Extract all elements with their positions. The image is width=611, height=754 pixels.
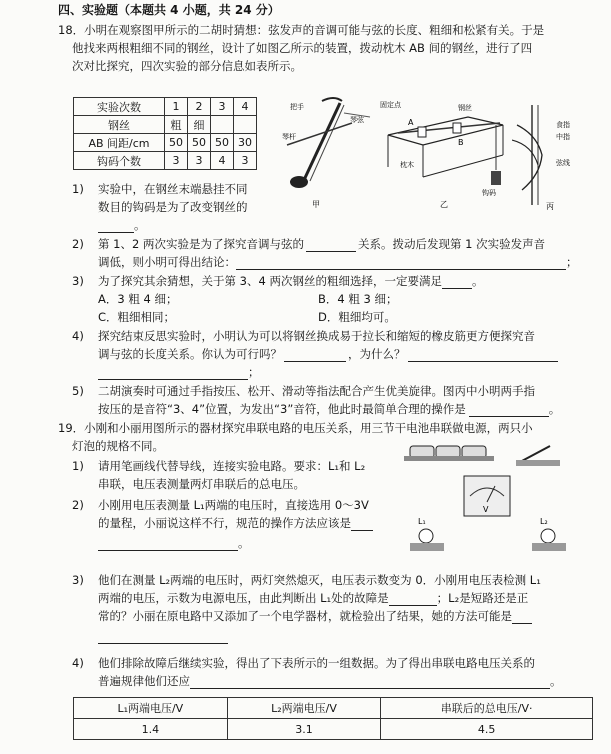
q18-p4-line1: 探究结束反思实验时，小明认为可以将钢丝换成易于拉长和缩短的橡皮筋更方便探究音 <box>98 329 535 343</box>
marker-2: 2) <box>72 498 84 512</box>
answer-blank[interactable] <box>512 611 532 624</box>
table-cell: 3 <box>211 98 234 116</box>
table-row <box>74 152 257 170</box>
label-zhenmu: 枕木 <box>400 161 414 169</box>
q18-p3-line1: 为了探究其余猜想，关于第 3、4 两次钢丝的粗细选择，一定要满足 。 <box>98 274 484 288</box>
label-a: A <box>408 118 414 127</box>
answer-blank[interactable] <box>351 518 373 531</box>
label-gangsi: 钢丝 <box>458 104 472 112</box>
q19-stem-line1: 19．小刚和小丽用图所示的器材探究串联电路的电压关系，用三节干电池串联做电源，两只小 <box>58 421 533 435</box>
answer-blank[interactable] <box>98 538 238 551</box>
q19-p1-line1: 请用笔画线代替导线，连接实验电路。要求：L₁和 L₂ <box>98 459 366 473</box>
label-xianxian: 弦线 <box>556 159 570 167</box>
label-qinxian: 琴弦 <box>350 116 364 124</box>
bulb-l1-icon <box>419 529 433 543</box>
q18-p2-line1: 第 1、2 两次实验是为了探究音调与弦的 关系。拨动后发现第 1 次实验发声音 <box>98 237 546 251</box>
table-cell: 钩码个数 <box>74 152 165 170</box>
answer-blank[interactable] <box>389 593 437 606</box>
label-l1: L₁ <box>418 517 426 526</box>
answer-blank[interactable] <box>98 220 134 233</box>
table-cell: 1 <box>165 98 188 116</box>
q19-stem-line2: 灯泡的规格不同。 <box>72 439 164 453</box>
table-cell: 细 <box>188 116 211 134</box>
q19-p3-line4 <box>98 628 228 644</box>
answer-blank[interactable] <box>306 239 356 252</box>
answer-blank[interactable] <box>442 276 472 289</box>
table-cell: 50 <box>211 134 234 152</box>
q19-voltage-table <box>73 697 593 740</box>
table-cell: 4.5 <box>381 719 593 740</box>
label-bing: 丙 <box>546 202 554 211</box>
option-a[interactable]: A．3 粗 4 细； <box>98 292 178 306</box>
q19-p3-line3: 常的？小丽在原电路中又添加了一个电学器材，就检验出了结果，她的方法可能是 <box>98 608 532 624</box>
q18-p1-line1: 实验中，在钢丝末端悬挂不同 <box>98 182 248 196</box>
marker-1: 1) <box>72 182 84 196</box>
circuit-figure <box>400 440 580 560</box>
table-cell: 钢丝 <box>74 116 165 134</box>
label-jia: 甲 <box>312 200 320 209</box>
table-header-cell: L₂两端电压/V <box>227 698 381 719</box>
table-cell: 4 <box>234 98 257 116</box>
marker-5: 5) <box>72 384 84 398</box>
table-row <box>74 98 257 116</box>
section-title: 四、实验题（本题共 4 小题，共 24 分） <box>58 3 280 17</box>
label-zhongzhi: 中指 <box>556 133 570 141</box>
q18-p5-line2: 按压的是音符“3、4”位置，为发出“3”音符，他此时最简单合理的操作是 。 <box>98 402 561 416</box>
q18-p4-line3: ； <box>98 364 260 380</box>
q18-data-table <box>73 97 257 170</box>
q18-stem-line2: 他找来两根粗细不同的钢丝，设计了如图乙所示的装置，拨动枕木 AB 间的钢丝，进行了四 <box>72 41 533 55</box>
table-cell: AB 间距/cm <box>74 134 165 152</box>
answer-blank[interactable] <box>98 631 228 644</box>
option-b[interactable]: B．4 粗 3 细； <box>318 292 398 306</box>
marker-4: 4) <box>72 656 84 670</box>
q18-p5-line1: 二胡演奏时可通过手指按压、松开、滑动等指法配合产生优美旋律。图丙中小明两手指 <box>98 384 535 398</box>
label-qingan: 琴杆 <box>282 133 296 141</box>
table-header-cell: 串联后的总电压/V· <box>381 698 593 719</box>
answer-blank[interactable] <box>190 676 550 689</box>
table-cell: 1.4 <box>74 719 228 740</box>
q18-p2-line2: 调低，则小明可得出结论： ； <box>98 255 578 269</box>
label-gouma: 钩码 <box>482 189 496 197</box>
option-d[interactable]: D．粗细均可。 <box>318 310 396 324</box>
table-cell: 3 <box>165 152 188 170</box>
q19-p2-line1: 小刚用电压表测量 L₁两端的电压时，直接选用 0～3V <box>98 498 369 512</box>
table-row <box>74 719 593 740</box>
voltmeter-label: V <box>483 505 489 514</box>
table-cell: 粗 <box>165 116 188 134</box>
label-shizhi: 食指 <box>556 121 570 129</box>
answer-blank[interactable] <box>469 404 549 417</box>
table-cell <box>211 116 234 134</box>
table-cell: 2 <box>188 98 211 116</box>
q19-p4-line2: 普遍规律他们还应 。 <box>98 674 562 688</box>
label-guding: 固定点 <box>380 101 401 109</box>
q19-p3-line2: 两端的电压，示数为电源电压，由此判断出 L₁处的故障是 ；L₂是短路还是正 <box>98 591 529 605</box>
erhu-figure <box>282 95 382 210</box>
q19-p2-line3: 。 <box>98 535 250 551</box>
answer-blank[interactable] <box>408 349 558 362</box>
marker-2: 2) <box>72 237 84 251</box>
option-c[interactable]: C．粗细相同； <box>98 310 176 324</box>
table-cell: 3 <box>234 152 257 170</box>
finger-figure <box>512 105 592 215</box>
label-bashou: 把手 <box>290 103 304 111</box>
table-cell: 实验次数 <box>74 98 165 116</box>
q18-p1-line3: 。 <box>98 217 146 233</box>
table-row <box>74 134 257 152</box>
table-cell: 4 <box>211 152 234 170</box>
q19-p2-line2: 的量程，小丽说这样不行，规范的操作方法应该是 <box>98 515 373 531</box>
table-header-cell: L₁两端电压/V <box>74 698 228 719</box>
marker-1: 1) <box>72 459 84 473</box>
table-cell: 50 <box>165 134 188 152</box>
q18-p4-line2: 调与弦的长度关系。你认为可行吗？ ，为什么？ <box>98 346 558 362</box>
table-cell: 50 <box>188 134 211 152</box>
answer-blank[interactable] <box>98 367 248 380</box>
label-yi: 乙 <box>440 200 448 209</box>
q19-p4-line1: 他们排除故障后继续实验，得出了下表所示的一组数据。为了得出串联电路电压关系的 <box>98 656 535 670</box>
label-b: B <box>458 138 464 147</box>
switch-icon <box>520 446 550 462</box>
marker-4: 4) <box>72 329 84 343</box>
string-apparatus-figure <box>378 95 513 213</box>
table-cell: 3.1 <box>227 719 381 740</box>
table-header-row <box>74 698 593 719</box>
q19-p3-line1: 他们在测量 L₂两端的电压时，两灯突然熄灭，电压表示数变为 0．小刚用电压表检测 L₁ <box>98 573 541 587</box>
marker-3: 3) <box>72 274 84 288</box>
answer-blank[interactable] <box>284 349 346 362</box>
label-l2: L₂ <box>540 517 548 526</box>
table-cell: 30 <box>234 134 257 152</box>
q19-p1-line2: 串联，电压表测量两灯串联后的总电压。 <box>98 477 305 491</box>
table-cell: 3 <box>188 152 211 170</box>
marker-3: 3) <box>72 573 84 587</box>
table-row <box>74 116 257 134</box>
table-cell <box>234 116 257 134</box>
q18-stem-line1: 18．小明在观察图甲所示的二胡时猜想：弦发声的音调可能与弦的长度、粗细和松紧有关。于是 <box>58 23 545 37</box>
bulb-l2-icon <box>541 529 555 543</box>
q18-p1-line2: 数目的钩码是为了改变钢丝的 <box>98 200 248 214</box>
q18-stem-line3: 次对比探究，四次实验的部分信息如表所示。 <box>72 59 302 73</box>
answer-blank[interactable] <box>236 257 566 270</box>
